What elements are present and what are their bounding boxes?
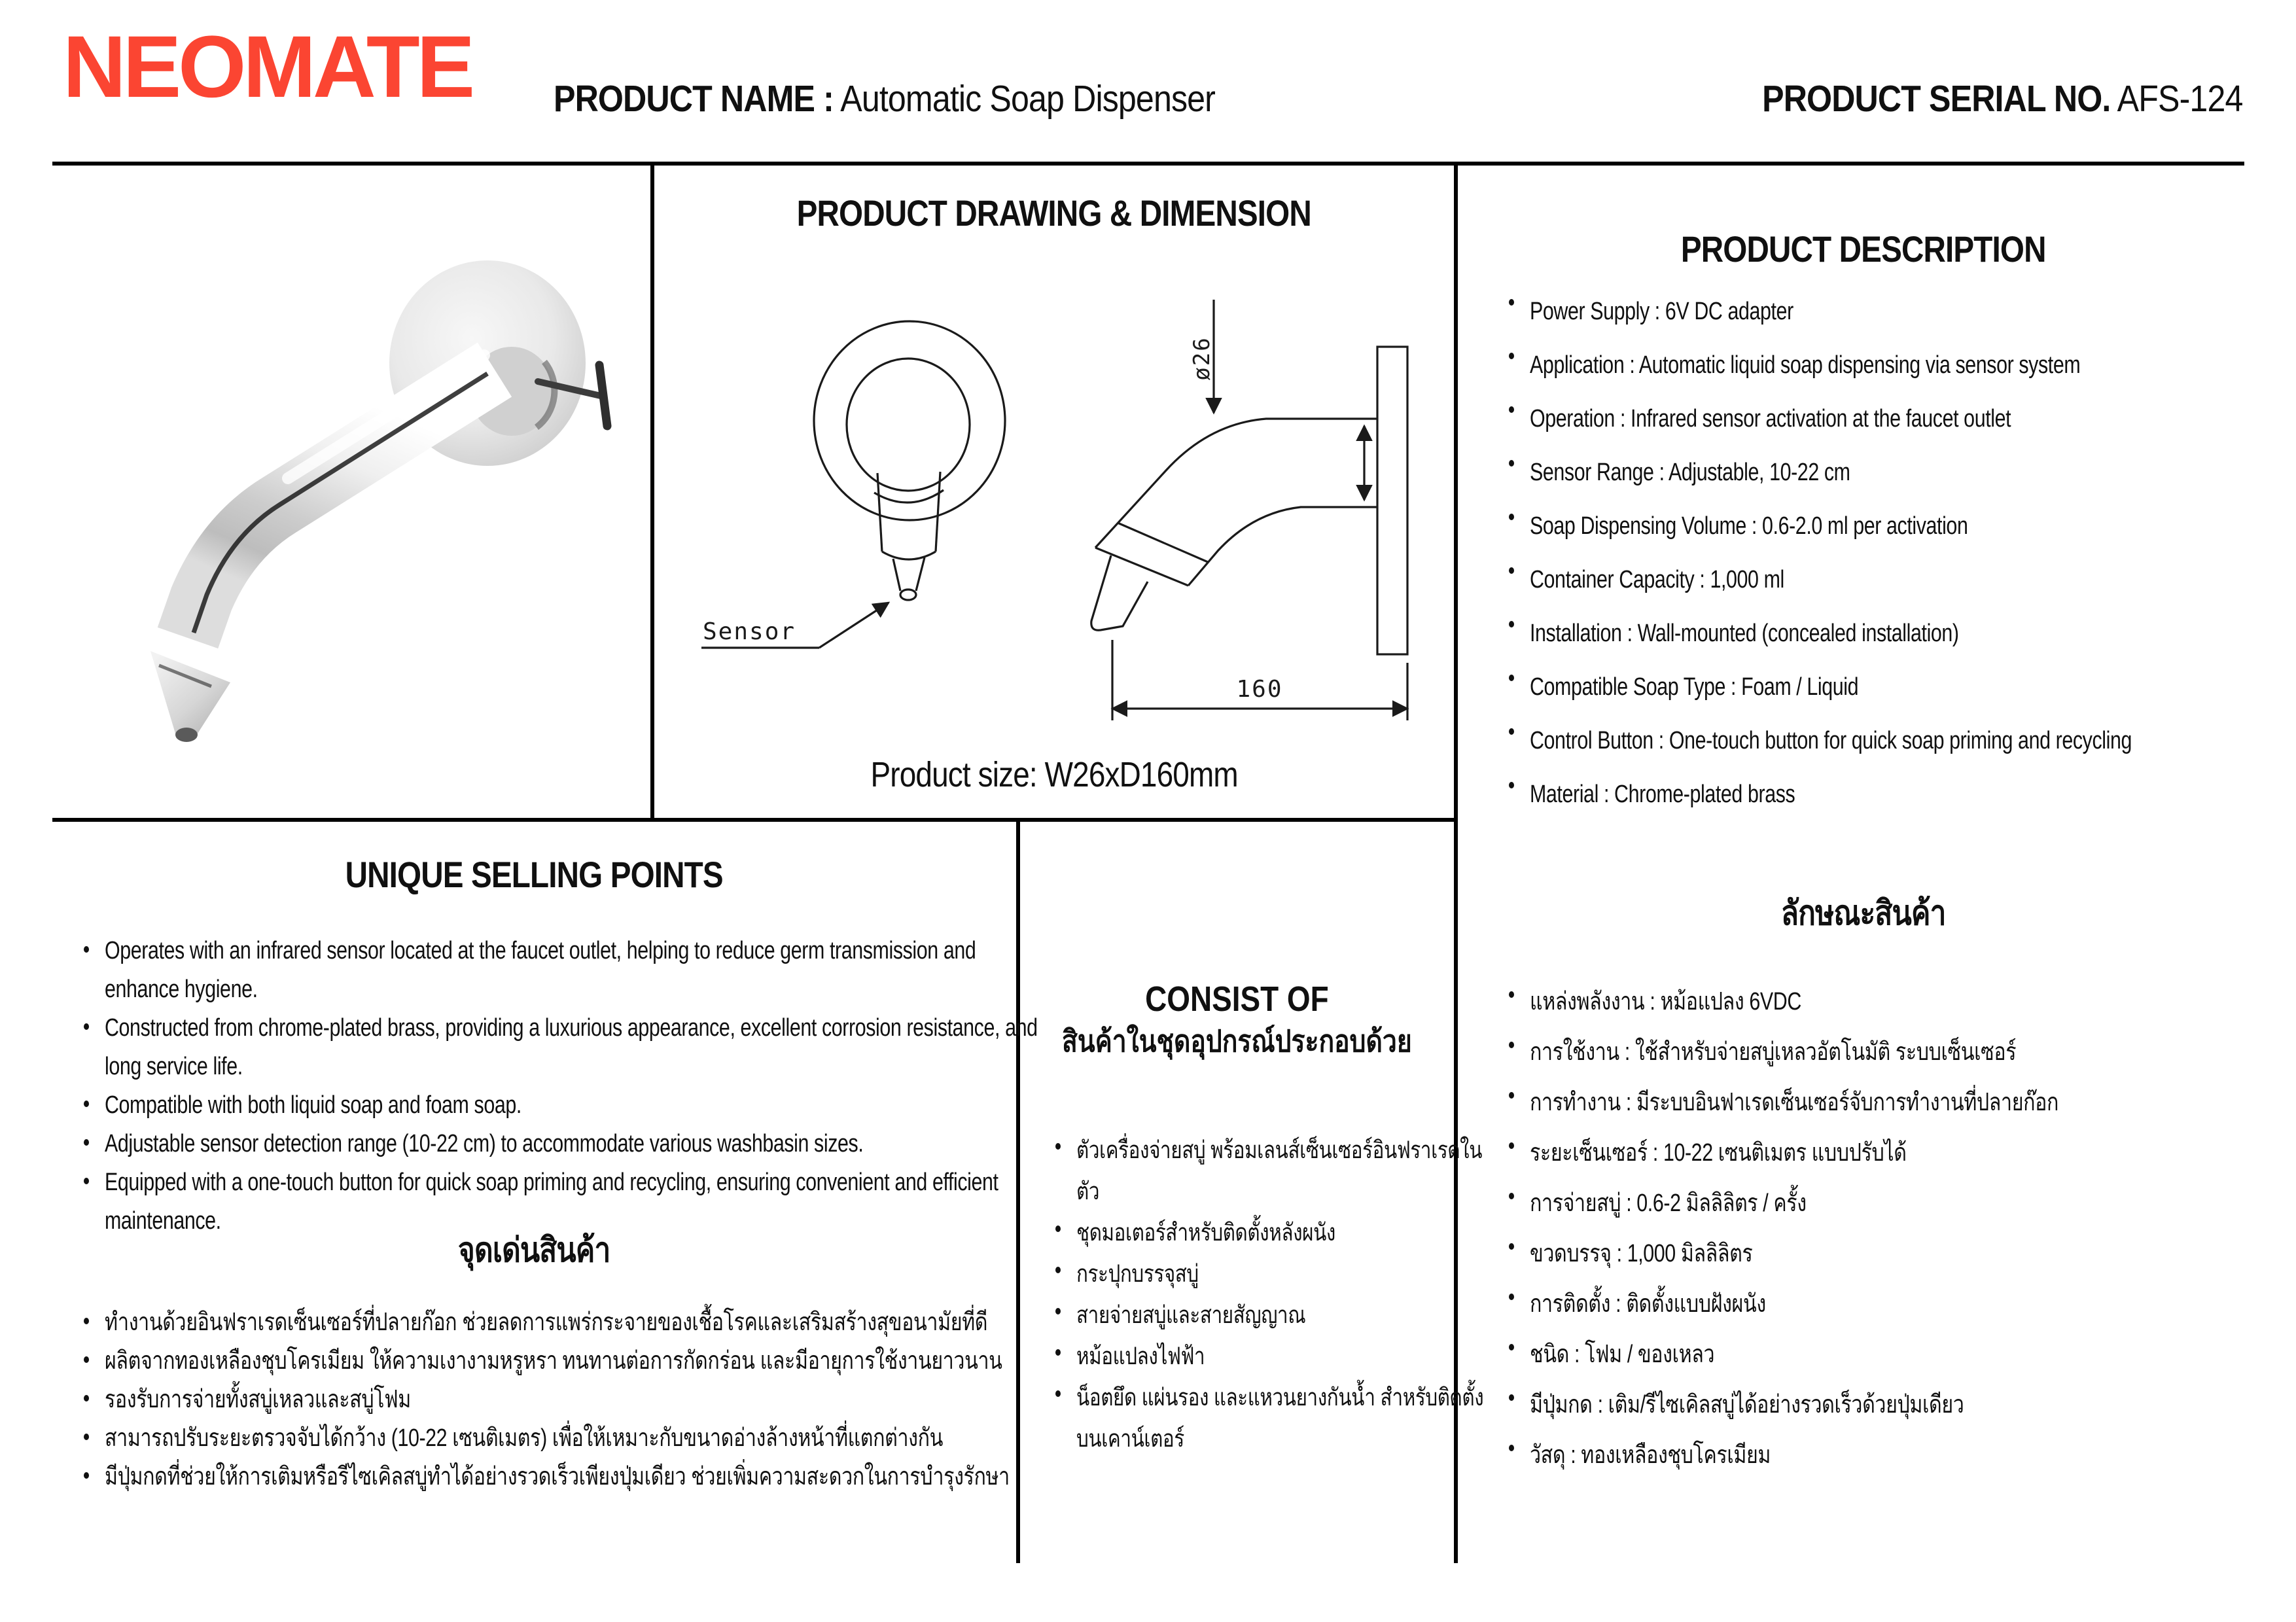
usp-thai-item: ทำงานด้วยอินฟราเรดเซ็นเซอร์ที่ปลายก๊อก ช่วยลดการแพร่กระจายของเชื้อโรคและเสริมสร้างสุขอนามัยที่ดี xyxy=(79,1303,1042,1342)
length-label: 160 xyxy=(1236,676,1283,703)
description-title: PRODUCT DESCRIPTION xyxy=(1680,228,2046,270)
usp-item: Constructed from chrome-plated brass, providing a luxurious appearance, excellent corrosion resistance, and long service life. xyxy=(79,1009,1042,1086)
consist-panel xyxy=(1020,822,1484,1563)
usp-thai-item: รองรับการจ่ายทั้งสบู่เหลวและสบู่โฟม xyxy=(79,1381,1042,1419)
diameter-dimension xyxy=(1214,300,1364,500)
consist-subtitle: สินค้าในชุดอุปกรณ์ประกอบด้วย xyxy=(1061,1024,1412,1058)
consist-item: ชุดมอเตอร์สำหรับติดตั้งหลังผนัง xyxy=(1050,1212,1484,1253)
technical-drawing xyxy=(654,166,1454,818)
usp-thai-item: ผลิตจากทองเหลืองชุบโครเมียม ให้ความเงางามหรูหรา ทนทานต่อการกัดกร่อน และมีอายุการใช้งานยาวนาน xyxy=(79,1342,1042,1381)
thai-characteristic-item: ชนิด : โฟม / ของเหลว xyxy=(1504,1330,2296,1380)
description-item: Operation : Infrared sensor activation at the faucet outlet xyxy=(1504,392,2296,446)
description-panel xyxy=(1458,166,2269,1563)
thai-characteristic-item: มีปุ่มกด : เติม/รีไซเคิลสบู่ได้อย่างรวดเร็วด้วยปุ่มเดียว xyxy=(1504,1380,2296,1430)
product-serial-label: PRODUCT SERIAL NO. xyxy=(1761,78,2110,120)
usp-thai-item: สามารถปรับระยะตรวจจับได้กว้าง (10-22 เซนติเมตร) เพื่อให้เหมาะกับขนาดอ่างล้างหน้าที่แตกต่างกัน xyxy=(79,1419,1042,1458)
description-item: Soap Dispensing Volume : 0.6-2.0 ml per activation xyxy=(1504,499,2296,553)
side-view xyxy=(1091,347,1407,654)
product-serial-line xyxy=(1762,77,2242,120)
usp-title: UNIQUE SELLING POINTS xyxy=(345,854,723,895)
product-photo-panel xyxy=(52,166,650,818)
description-item: Material : Chrome-plated brass xyxy=(1504,767,2296,821)
description-item: Application : Automatic liquid soap dispensing via sensor system xyxy=(1504,338,2296,392)
product-size-text: Product size: W26xD160mm xyxy=(870,755,1238,794)
product-photo xyxy=(52,166,650,818)
thai-characteristic-item: การติดตั้ง : ติดตั้งแบบฝังผนัง xyxy=(1504,1279,2296,1330)
consist-title: CONSIST OF xyxy=(1145,979,1329,1019)
front-view xyxy=(814,321,1005,600)
consist-item: กระปุกบรรจุสบู่ xyxy=(1050,1253,1484,1294)
product-name-label: PRODUCT NAME : xyxy=(554,78,834,120)
thai-characteristic-item: ระยะเซ็นเซอร์ : 10-22 เซนติเมตร แบบปรับได้ xyxy=(1504,1128,2296,1178)
diameter-label: ø26 xyxy=(1189,336,1215,381)
usp-item: Compatible with both liquid soap and foam soap. xyxy=(79,1086,1042,1125)
thai-characteristic-item: การทำงาน : มีระบบอินฟาเรดเซ็นเซอร์จับการทำงานที่ปลายก๊อก xyxy=(1504,1078,2296,1128)
thai-characteristics-title: ลักษณะสินค้า xyxy=(1780,894,1946,932)
thai-characteristic-item: วัสดุ : ทองเหลืองชุบโครเมียม xyxy=(1504,1430,2296,1481)
nozzle-cone xyxy=(150,651,230,740)
description-item: Power Supply : 6V DC adapter xyxy=(1504,285,2296,338)
thai-characteristic-item: ขวดบรรจุ : 1,000 มิลลิลิตร xyxy=(1504,1229,2296,1279)
product-name-value: Automatic Soap Dispenser xyxy=(840,78,1215,120)
consist-item: สายจ่ายสบู่และสายสัญญาณ xyxy=(1050,1294,1484,1335)
description-item: Control Button : One-touch button for quick soap priming and recycling xyxy=(1504,714,2296,767)
usp-panel xyxy=(52,822,1038,1622)
consist-item: หม้อแปลงไฟฟ้า xyxy=(1050,1335,1484,1377)
description-list xyxy=(1504,285,2296,821)
thai-characteristics-list xyxy=(1504,977,2296,1481)
mounting-pin-crossbar xyxy=(599,365,607,426)
description-item: Container Capacity : 1,000 ml xyxy=(1504,553,2296,607)
usp-list xyxy=(79,932,1063,1241)
brand-logo: NEOMATE xyxy=(63,18,472,116)
drawing-panel xyxy=(654,166,1454,818)
sensor-label: Sensor xyxy=(703,618,796,645)
usp-thai-title: จุดเด่นสินค้า xyxy=(457,1231,610,1269)
nozzle-outlet xyxy=(175,728,198,742)
drawing-title: PRODUCT DRAWING & DIMENSION xyxy=(796,192,1311,234)
description-item: Sensor Range : Adjustable, 10-22 cm xyxy=(1504,446,2296,499)
description-item: Installation : Wall-mounted (concealed installation) xyxy=(1504,607,2296,660)
thai-characteristic-item: การจ่ายสบู่ : 0.6-2 มิลลิลิตร / ครั้ง xyxy=(1504,1178,2296,1229)
usp-item: Adjustable sensor detection range (10-22 cm) to accommodate various washbasin sizes. xyxy=(79,1125,1042,1163)
usp-thai-list xyxy=(79,1303,1063,1496)
thai-characteristic-item: แหล่งพลังงาน : หม้อแปลง 6VDC xyxy=(1504,977,2296,1027)
thai-characteristic-item: การใช้งาน : ใช้สำหรับจ่ายสบู่เหลวอัตโนมัติ ระบบเซ็นเซอร์ xyxy=(1504,1027,2296,1078)
consist-list xyxy=(1050,1129,1500,1459)
usp-item: Operates with an infrared sensor located at the faucet outlet, helping to reduce germ transmission and enhance hygiene. xyxy=(79,932,1042,1009)
consist-item: น็อตยึด แผ่นรอง และแหวนยางกันน้ำ สำหรับติดตั้งบนเคาน์เตอร์ xyxy=(1050,1377,1484,1459)
product-name-line xyxy=(554,77,1215,120)
usp-thai-item: มีปุ่มกดที่ช่วยให้การเติมหรือรีไซเคิลสบู่ทำได้อย่างรวดเร็วเพียงปุ่มเดียว ช่วยเพิ่มความสะดวกในการบำรุงรักษา xyxy=(79,1458,1042,1496)
spout-tube xyxy=(188,370,495,638)
description-item: Compatible Soap Type : Foam / Liquid xyxy=(1504,660,2296,714)
consist-item: ตัวเครื่องจ่ายสบู่ พร้อมเลนส์เซ็นเซอร์อินฟราเรดในตัว xyxy=(1050,1129,1484,1212)
product-serial-value: AFS-124 xyxy=(2117,78,2242,120)
usp-item: Equipped with a one-touch button for quick soap priming and recycling, ensuring convenient and efficient maintenance. xyxy=(79,1163,1042,1241)
